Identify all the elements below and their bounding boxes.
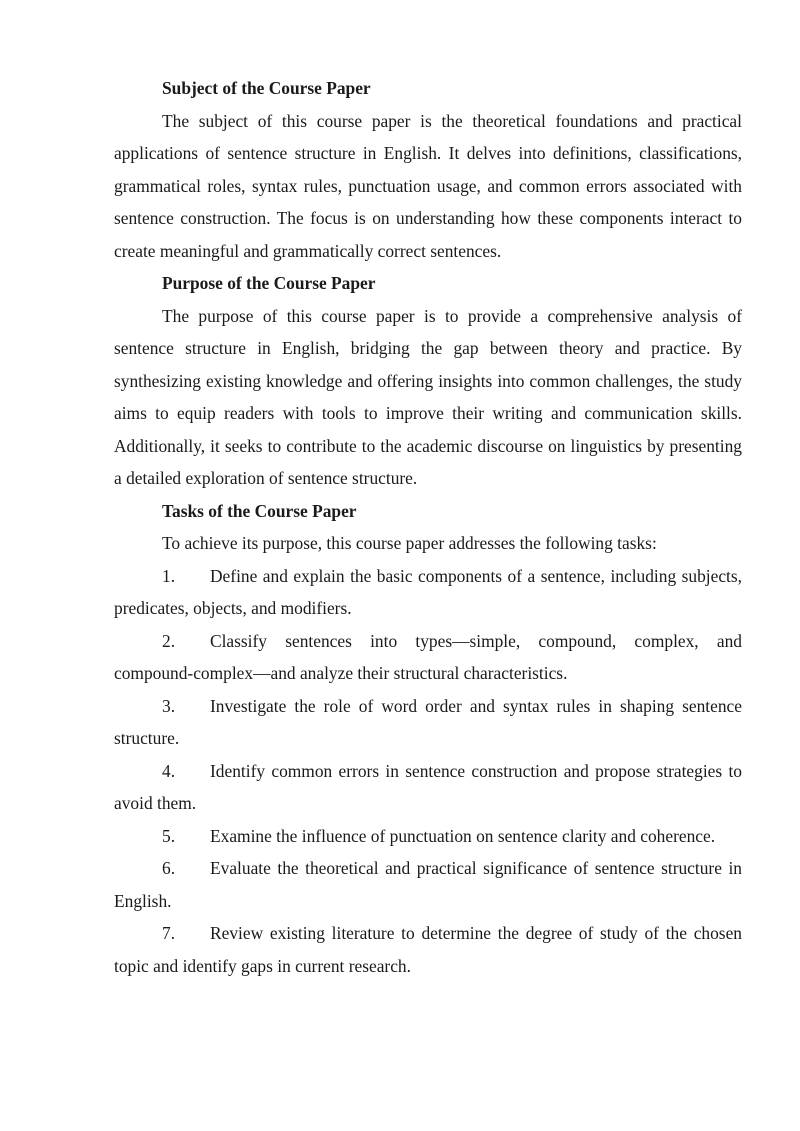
task-item (114, 625, 742, 690)
task-item (114, 917, 742, 982)
task-text: Define and explain the basic components of a sentence, including subjects, predicates, objects, and modifiers. (114, 565, 742, 618)
task-text: Review existing literature to determine the degree of study of the chosen topic and identify gaps in current research. (114, 923, 742, 976)
task-item (114, 852, 742, 917)
task-item (114, 690, 742, 755)
task-text: Examine the influence of punctuation on sentence clarity and coherence. (210, 825, 716, 846)
task-text: Classify sentences into types—simple, compound, complex, and compound-complex—and analyze their structural characteristics. (114, 630, 742, 683)
tasks-heading: Tasks of the Course Paper (162, 500, 357, 521)
task-text: Investigate the role of word order and syntax rules in shaping sentence structure. (114, 695, 742, 748)
task-item (114, 560, 742, 625)
task-number: 4. (162, 760, 176, 781)
purpose-heading: Purpose of the Course Paper (162, 273, 376, 293)
task-number: 1. (162, 565, 176, 586)
task-text: Evaluate the theoretical and practical significance of sentence structure in English. (114, 858, 742, 911)
task-number: 7. (162, 923, 176, 943)
tasks-intro: To achieve its purpose, this course paper addresses the following tasks: (162, 533, 657, 553)
task-number: 5. (162, 825, 176, 846)
document-page (114, 72, 742, 982)
subject-paragraph: The subject of this course paper is the theoretical foundations and practical applications of sentence structure in English. It delves into definitions, classifications, grammatical roles, syntax rules, punctuation usage, and common errors associated with sentence construction. The focus is on understanding how these components interact to create meaningful and grammatically correct sentences. (114, 110, 742, 261)
task-text: Identify common errors in sentence construction and propose strategies to avoid them. (114, 760, 742, 813)
subject-heading: Subject of the Course Paper (162, 78, 371, 98)
task-item (114, 820, 742, 853)
task-number: 6. (162, 858, 176, 878)
task-item (114, 755, 742, 820)
task-number: 3. (162, 695, 176, 716)
task-number: 2. (162, 630, 176, 651)
purpose-paragraph: The purpose of this course paper is to provide a comprehensive analysis of sentence structure in English, bridging the gap between theory and practice. By synthesizing existing knowledge and offering insights into common challenges, the study aims to equip readers with tools to improve their writing and communication skills. Additionally, it seeks to contribute to the academic discourse on linguistics by presenting a detailed exploration of sentence structure. (114, 305, 742, 488)
